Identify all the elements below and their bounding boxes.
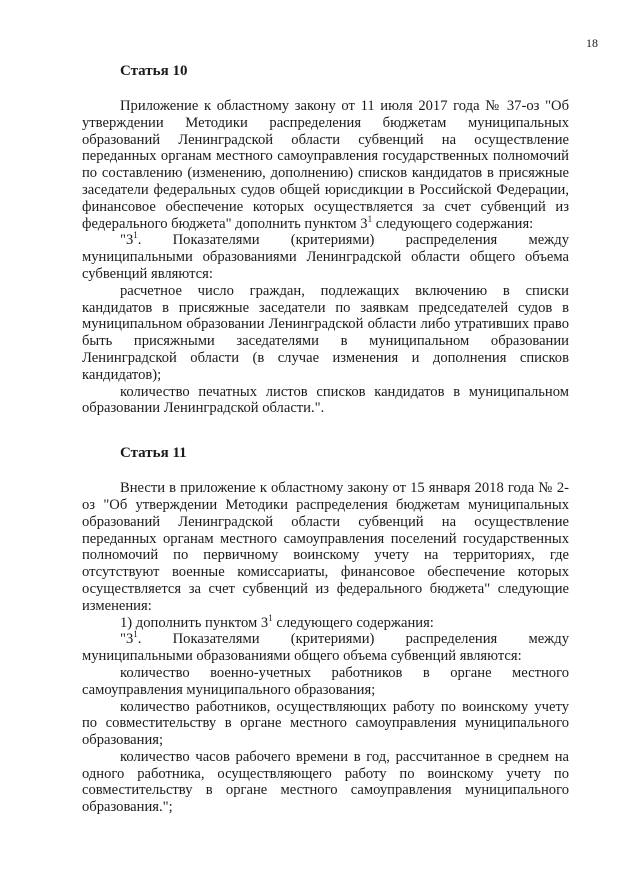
article-11-paragraph-2-tail: следующего содержания: [272, 614, 434, 631]
article-10-paragraph-2-rest: . Показателями (критериями) распределения между муниципальными образованиями Ленинградской области общего объема субвенций являются: [82, 232, 569, 282]
superscript: 1 [367, 213, 373, 224]
superscript: 1 [133, 230, 138, 241]
article-11-paragraph-2 [82, 612, 569, 632]
article-10-paragraph-2 [82, 232, 569, 282]
article-11-paragraph-5: количество работников, осуществляющих работу по воинскому учету по совместительству в органе местного самоуправления муниципального образования; [82, 698, 569, 749]
article-10-paragraph-1 [82, 98, 569, 232]
article-11-paragraph-3-start: "3 [120, 631, 134, 648]
article-11-paragraph-1: Внести в приложение к областному закону от 15 января 2018 года № 2-оз "Об утверждении Методики распределения бюджетам муниципальных образований Ленинградской области субвенций на осуществление переданных органам местного самоуправления поселений государственных полномочий по первичному воинскому учету на территориях, где отсутствуют военные комиссариаты, финансовое обеспечение которых осуществляется за счет субвенций из федерального бюджета" следующие изменения: [82, 480, 569, 614]
article-11-paragraph-3 [82, 631, 569, 665]
article-11-paragraph-6: количество часов рабочего времени в год, рассчитанное в среднем на одного работника, осуществляющего работу по воинскому учету по совместительству в органе местного самоуправления муниципального образования."; [82, 748, 569, 816]
article-10-paragraph-1-text: Приложение к областному закону от 11 июля 2017 года № 37-оз "Об утверждении Методики распределения бюджетам муниципальных образований Ленинградской области субвенций на осуществление переданных органам местного самоуправления государственных полномочий по составлению (изменению, дополнению) списков кандидатов в присяжные заседатели федеральных судов общей юрисдикции в Российской Федерации, финансовое обеспечение которых осуществляется за счет субвенций из федерального бюджета" дополнить пунктом 3 [82, 98, 569, 232]
article-10-paragraph-1-tail: следующего содержания: [372, 215, 534, 232]
article-10-paragraph-4: количество печатных листов списков кандидатов в муниципальном образовании Ленинградской области.". [82, 383, 569, 417]
article-11 [82, 444, 569, 816]
article-11-paragraph-3-rest: . Показателями (критериями) распределения между муниципальными образованиями общего объема субвенций являются: [82, 631, 569, 665]
article-10-paragraph-2-start: "3 [120, 232, 134, 249]
document-body [82, 62, 569, 816]
article-11-paragraph-2-start: 1) дополнить пунктом 3 [120, 614, 269, 631]
article-10 [82, 62, 569, 417]
article-10-paragraph-3: расчетное число граждан, подлежащих включению в списки кандидатов в присяжные заседатели по заявкам председателей судов в муниципальном образовании Ленинградской области либо утративших право быть присяжными заседателями в муниципальном образовании Ленинградской области (в случае изменения и дополнения списков кандидатов); [82, 282, 569, 383]
article-11-paragraph-4: количество военно-учетных работников в органе местного самоуправления муниципального образования; [82, 664, 569, 698]
superscript: 1 [133, 629, 138, 640]
article-10-heading: Статья 10 [120, 63, 188, 79]
superscript: 1 [268, 612, 273, 623]
article-11-heading: Статья 11 [120, 445, 187, 462]
page-number: 18 [586, 36, 598, 50]
